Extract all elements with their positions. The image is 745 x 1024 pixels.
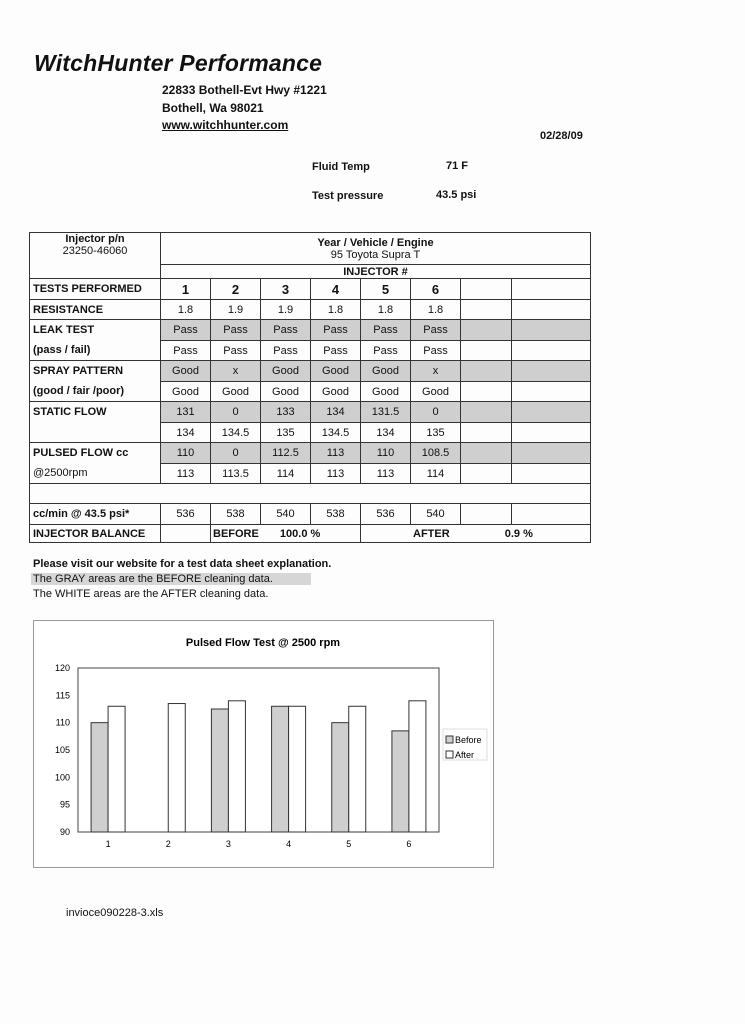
x-tick-label: 3 bbox=[225, 839, 231, 849]
bar-before bbox=[272, 706, 289, 832]
empty-cell bbox=[461, 443, 512, 464]
empty-cell bbox=[461, 464, 512, 484]
vehicle-cell bbox=[161, 233, 591, 265]
leak-before-value: Pass bbox=[311, 320, 361, 341]
pulsed-after-value: 113 bbox=[361, 464, 411, 484]
ccmin-value: 538 bbox=[311, 504, 361, 525]
empty-cell bbox=[512, 279, 591, 300]
injector-number: 4 bbox=[311, 279, 361, 300]
y-tick-label: 115 bbox=[55, 690, 70, 701]
empty-cell bbox=[461, 320, 512, 341]
empty-cell bbox=[461, 300, 512, 320]
empty-cell bbox=[512, 504, 591, 525]
ccmin-label: cc/min @ 43.5 psi* bbox=[30, 504, 161, 525]
bar-after bbox=[228, 701, 245, 832]
resistance-value: 1.9 bbox=[211, 300, 261, 320]
x-tick-label: 6 bbox=[406, 839, 412, 849]
leak-before-value: Pass bbox=[411, 320, 461, 341]
static-after-value: 134.5 bbox=[311, 423, 361, 443]
x-tick-label: 1 bbox=[105, 839, 111, 849]
x-tick-label: 4 bbox=[286, 839, 292, 849]
bar-before bbox=[211, 709, 228, 832]
injector-number: 5 bbox=[361, 279, 411, 300]
vehicle-value: 95 Toyota Supra T bbox=[330, 248, 421, 261]
static-flow-label: STATIC FLOW bbox=[30, 402, 161, 423]
leak-after-value: Pass bbox=[261, 341, 311, 361]
y-tick-label: 120 bbox=[54, 663, 70, 673]
leak-before-value: Pass bbox=[161, 320, 211, 341]
website-link[interactable]: www.witchhunter.com bbox=[162, 118, 289, 132]
pulsed-flow-sub-label: @2500rpm bbox=[30, 464, 161, 484]
tests-performed-label: TESTS PERFORMED bbox=[30, 279, 161, 300]
balance-after-cell bbox=[361, 525, 591, 543]
chart-svg bbox=[34, 621, 493, 867]
static-before-value: 133 bbox=[261, 402, 311, 423]
leak-test-sub-label: (pass / fail) bbox=[30, 341, 161, 361]
bar-after bbox=[168, 704, 185, 832]
bar-after bbox=[289, 706, 306, 832]
resistance-value: 1.8 bbox=[161, 300, 211, 320]
static-after-value: 134 bbox=[361, 423, 411, 443]
empty-cell bbox=[461, 361, 512, 382]
address-line-1: 22833 Bothell-Evt Hwy #1221 bbox=[162, 83, 327, 97]
static-before-value: 0 bbox=[411, 402, 461, 423]
legend-label-after: After bbox=[455, 750, 475, 760]
injector-number: 3 bbox=[261, 279, 311, 300]
website-note: Please visit our website for a test data sheet explanation. bbox=[33, 558, 332, 570]
spray-after-value: Good bbox=[411, 382, 461, 402]
spray-before-value: Good bbox=[161, 361, 211, 382]
bar-after bbox=[349, 706, 366, 832]
spray-after-value: Good bbox=[311, 382, 361, 402]
company-name: WitchHunter Performance bbox=[34, 50, 323, 76]
spray-pattern-sub-label: (good / fair /poor) bbox=[30, 382, 161, 402]
empty-cell bbox=[512, 320, 591, 341]
leak-after-value: Pass bbox=[311, 341, 361, 361]
legend-swatch-after bbox=[446, 751, 453, 758]
y-tick-label: 110 bbox=[55, 717, 70, 728]
resistance-value: 1.8 bbox=[361, 300, 411, 320]
static-before-value: 131.5 bbox=[361, 402, 411, 423]
spray-before-value: Good bbox=[361, 361, 411, 382]
pulsed-before-value: 113 bbox=[311, 443, 361, 464]
x-tick-label: 5 bbox=[346, 839, 352, 849]
vehicle-label: Year / Vehicle / Engine bbox=[317, 236, 434, 249]
empty-cell bbox=[512, 423, 591, 443]
ccmin-value: 536 bbox=[361, 504, 411, 525]
y-tick-label: 95 bbox=[59, 799, 70, 810]
injector-number: 2 bbox=[211, 279, 261, 300]
ccmin-value: 540 bbox=[411, 504, 461, 525]
pulsed-after-value: 113 bbox=[161, 464, 211, 484]
static-before-value: 0 bbox=[211, 402, 261, 423]
injector-test-table bbox=[29, 232, 591, 543]
injector-number: 6 bbox=[411, 279, 461, 300]
spray-before-value: Good bbox=[261, 361, 311, 382]
balance-after-label: AFTER bbox=[413, 527, 450, 540]
empty-cell bbox=[512, 341, 591, 361]
spacer-row bbox=[30, 484, 591, 504]
bar-before bbox=[332, 723, 349, 832]
static-after-value: 135 bbox=[261, 423, 311, 443]
ccmin-value: 540 bbox=[261, 504, 311, 525]
empty-cell bbox=[512, 361, 591, 382]
leak-after-value: Pass bbox=[361, 341, 411, 361]
empty-cell bbox=[461, 402, 512, 423]
resistance-value: 1.8 bbox=[311, 300, 361, 320]
pulsed-before-value: 110 bbox=[161, 443, 211, 464]
resistance-value: 1.8 bbox=[411, 300, 461, 320]
plot-area bbox=[78, 668, 439, 832]
fluid-temp-label: Fluid Temp bbox=[312, 161, 370, 173]
bar-before bbox=[91, 723, 108, 832]
empty-cell bbox=[512, 443, 591, 464]
empty-cell bbox=[461, 423, 512, 443]
bar-before bbox=[392, 731, 409, 832]
injector-pn-cell bbox=[30, 233, 161, 279]
balance-before-value: 100.0 % bbox=[279, 527, 321, 540]
static-before-value: 131 bbox=[161, 402, 211, 423]
x-tick-label: 2 bbox=[165, 839, 171, 849]
white-areas-note: The WHITE areas are the AFTER cleaning data. bbox=[33, 588, 269, 600]
static-before-value: 134 bbox=[311, 402, 361, 423]
test-pressure-label: Test pressure bbox=[312, 190, 384, 202]
empty-cell bbox=[512, 300, 591, 320]
y-tick-label: 100 bbox=[54, 772, 70, 783]
static-after-value: 134.5 bbox=[211, 423, 261, 443]
static-after-value: 134 bbox=[161, 423, 211, 443]
empty-cell bbox=[512, 402, 591, 423]
leak-before-value: Pass bbox=[261, 320, 311, 341]
bar-after bbox=[409, 701, 426, 832]
report-date: 02/28/09 bbox=[540, 130, 583, 142]
empty-cell bbox=[461, 279, 512, 300]
ccmin-value: 536 bbox=[161, 504, 211, 525]
leak-before-value: Pass bbox=[211, 320, 261, 341]
resistance-label: RESISTANCE bbox=[30, 300, 161, 320]
balance-before-label: BEFORE bbox=[213, 527, 259, 540]
chart-title: Pulsed Flow Test @ 2500 rpm bbox=[185, 637, 341, 649]
balance-before-cell bbox=[211, 525, 361, 543]
spray-before-value: Good bbox=[311, 361, 361, 382]
pulsed-after-value: 114 bbox=[261, 464, 311, 484]
spray-after-value: Good bbox=[161, 382, 211, 402]
leak-test-label: LEAK TEST bbox=[30, 320, 161, 341]
gray-areas-note: The GRAY areas are the BEFORE cleaning data. bbox=[31, 573, 311, 585]
empty-cell bbox=[461, 382, 512, 402]
injector-pn-label: Injector p/n bbox=[65, 233, 125, 245]
leak-before-value: Pass bbox=[361, 320, 411, 341]
empty-cell bbox=[512, 464, 591, 484]
spray-after-value: Good bbox=[361, 382, 411, 402]
empty-cell bbox=[161, 525, 211, 543]
address-line-2: Bothell, Wa 98021 bbox=[162, 101, 264, 115]
static-after-value: 135 bbox=[411, 423, 461, 443]
leak-after-value: Pass bbox=[161, 341, 211, 361]
pulsed-after-value: 113.5 bbox=[211, 464, 261, 484]
injector-number: 1 bbox=[161, 279, 211, 300]
pulsed-before-value: 0 bbox=[211, 443, 261, 464]
ccmin-value: 538 bbox=[211, 504, 261, 525]
legend-swatch-before bbox=[446, 736, 453, 743]
legend-label-before: Before bbox=[455, 735, 482, 745]
empty-cell bbox=[461, 341, 512, 361]
resistance-value: 1.9 bbox=[261, 300, 311, 320]
test-pressure-value: 43.5 psi bbox=[436, 189, 477, 201]
y-tick-label: 90 bbox=[59, 827, 70, 837]
pulsed-before-value: 110 bbox=[361, 443, 411, 464]
leak-after-value: Pass bbox=[211, 341, 261, 361]
spray-after-value: Good bbox=[211, 382, 261, 402]
pulsed-before-value: 108.5 bbox=[411, 443, 461, 464]
leak-after-value: Pass bbox=[411, 341, 461, 361]
injector-balance-label: INJECTOR BALANCE bbox=[30, 525, 161, 543]
injector-pn-value: 23250-46060 bbox=[62, 245, 128, 257]
footer-filename: invioce090228-3.xls bbox=[66, 907, 164, 919]
pulsed-after-value: 113 bbox=[311, 464, 361, 484]
static-flow-blank bbox=[30, 423, 161, 443]
spray-after-value: Good bbox=[261, 382, 311, 402]
fluid-temp-value: 71 F bbox=[446, 160, 469, 172]
pulsed-flow-label: PULSED FLOW cc bbox=[30, 443, 161, 464]
pulsed-after-value: 114 bbox=[411, 464, 461, 484]
bar-after bbox=[108, 706, 125, 832]
pulsed-before-value: 112.5 bbox=[261, 443, 311, 464]
y-tick-label: 105 bbox=[54, 745, 70, 755]
empty-cell bbox=[512, 382, 591, 402]
spray-before-value: x bbox=[211, 361, 261, 382]
pulsed-flow-chart bbox=[33, 620, 494, 868]
spray-pattern-label: SPRAY PATTERN bbox=[30, 361, 161, 382]
spray-before-value: x bbox=[411, 361, 461, 382]
empty-cell bbox=[461, 504, 512, 525]
balance-after-value: 0.9 % bbox=[504, 527, 533, 540]
injector-number-header: INJECTOR # bbox=[161, 265, 591, 279]
